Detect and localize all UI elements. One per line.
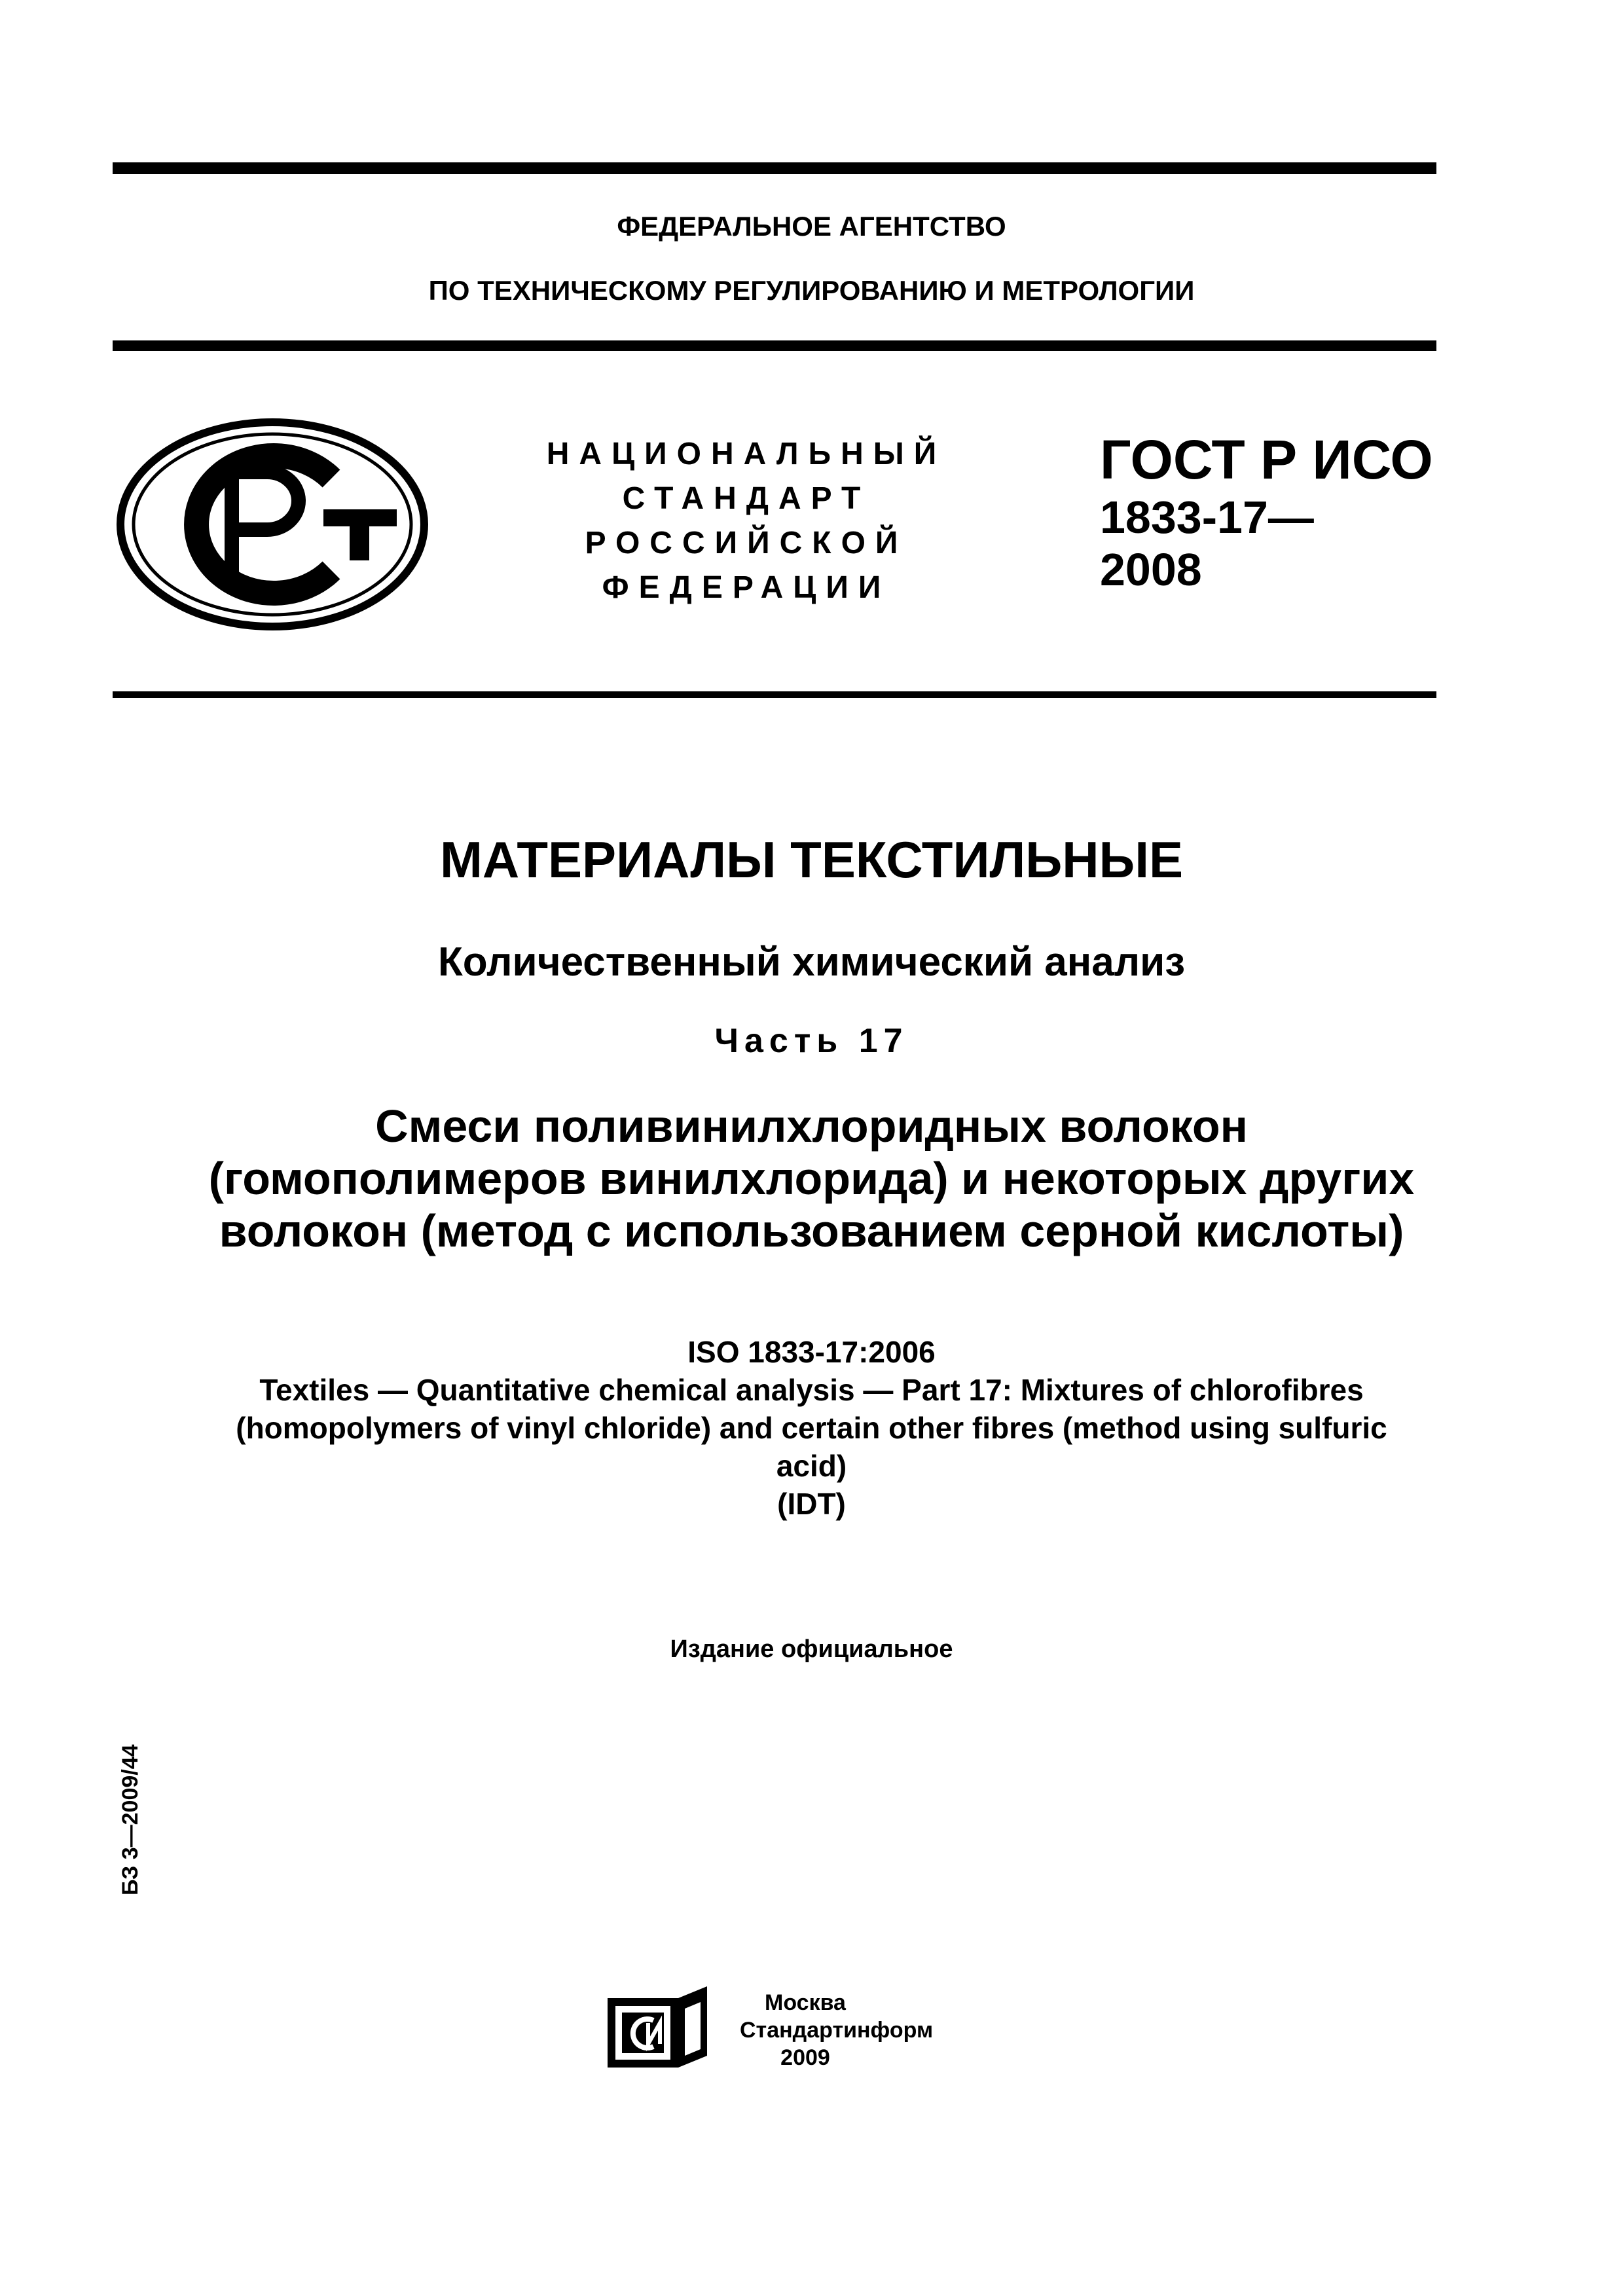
gost-designation	[1100, 428, 1433, 596]
publisher-name: Стандартинформ	[740, 2018, 934, 2043]
national-line-3: РОССИЙСКОЙ	[585, 526, 908, 560]
subtitle: Количественный химический анализ	[437, 939, 1186, 985]
top-rule	[113, 162, 1436, 174]
national-line-1: НАЦИОНАЛЬНЫЙ	[546, 437, 947, 471]
mixtures-title	[0, 1100, 1623, 1257]
iso-line-1: ISO 1833-17:2006	[687, 1335, 936, 1369]
header-rule	[113, 340, 1436, 351]
standard-rule	[113, 691, 1436, 698]
main-title: МАТЕРИАЛЫ ТЕКСТИЛЬНЫЕ	[439, 831, 1184, 888]
side-code: БЗ 3—2009/44	[118, 1744, 143, 1895]
publisher-year: 2009	[780, 2045, 830, 2070]
edition-label: Издание официальное	[670, 1635, 953, 1663]
national-standard-label	[511, 432, 982, 610]
gost-line-2: 1833-17—	[1100, 492, 1314, 543]
national-line-2: СТАНДАРТ	[622, 481, 871, 516]
publisher-block	[740, 1989, 934, 2071]
gost-line-3: 2008	[1100, 544, 1202, 595]
iso-line-2: Textiles — Quantitative chemical analysis — Part 17: Mixtures of chlorofibres	[259, 1373, 1364, 1407]
publisher-city: Москва	[765, 1990, 846, 2015]
gost-line-1: ГОСТ Р ИСО	[1100, 429, 1433, 490]
agency-line-1: ФЕДЕРАЛЬНОЕ АГЕНТСТВО	[617, 211, 1006, 242]
standartinform-logo-icon	[608, 1986, 707, 2068]
rst-logo-icon	[115, 416, 429, 632]
iso-line-4: acid)	[776, 1449, 847, 1483]
iso-line-3: (homopolymers of vinyl chloride) and certain other fibres (method using sulfuric	[236, 1411, 1387, 1445]
mixtures-line-2: (гомополимеров винилхлорида) и некоторых других	[208, 1153, 1415, 1204]
mixtures-line-1: Смеси поливинилхлоридных волокон	[375, 1101, 1248, 1152]
iso-reference	[0, 1333, 1623, 1523]
part-label: Часть 17	[714, 1022, 909, 1060]
iso-line-5: (IDT)	[777, 1487, 846, 1521]
national-line-4: ФЕДЕРАЦИИ	[602, 570, 891, 605]
mixtures-line-3: волокон (метод с использованием серной кислоты)	[219, 1205, 1404, 1256]
agency-line-2: ПО ТЕХНИЧЕСКОМУ РЕГУЛИРОВАНИЮ И МЕТРОЛОГИИ	[428, 275, 1195, 306]
